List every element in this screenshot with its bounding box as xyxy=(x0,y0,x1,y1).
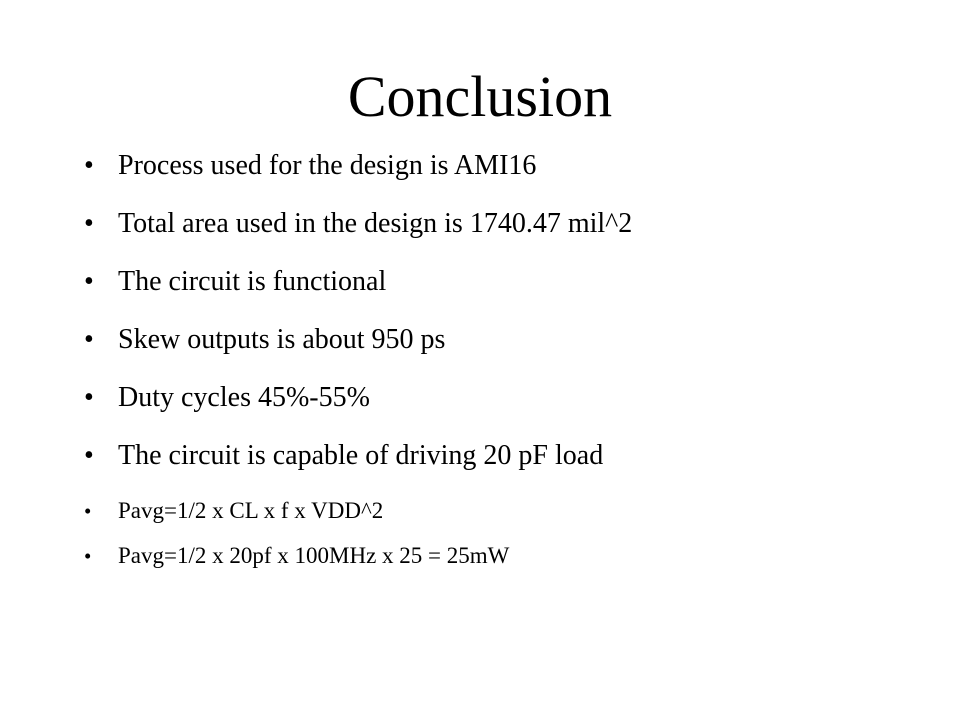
bullet-text: The circuit is functional xyxy=(118,266,387,297)
bullet-text: The circuit is capable of driving 20 pF load xyxy=(118,440,604,471)
bullet-text: Pavg=1/2 x CL x f x VDD^2 xyxy=(118,498,384,523)
bullet-dot: • xyxy=(84,499,92,523)
bullet-item xyxy=(84,438,934,474)
bullet-item xyxy=(84,264,934,300)
bullet-text: Total area used in the design is 1740.47 mil^2 xyxy=(118,208,633,239)
bullet-text: Process used for the design is AMI16 xyxy=(118,150,537,181)
bullet-item xyxy=(84,380,934,416)
bullet-dot: • xyxy=(84,324,94,355)
bullet-dot: • xyxy=(84,440,94,471)
bullet-dot: • xyxy=(84,382,94,413)
bullet-list xyxy=(84,148,934,586)
bullet-item xyxy=(84,541,934,571)
bullet-item xyxy=(84,322,934,358)
slide-title: Conclusion xyxy=(347,64,613,129)
bullet-item xyxy=(84,496,934,526)
bullet-dot: • xyxy=(84,266,94,297)
bullet-dot: • xyxy=(84,150,94,181)
bullet-text: Pavg=1/2 x 20pf x 100MHz x 25 = 25mW xyxy=(118,543,510,568)
bullet-dot: • xyxy=(84,208,94,239)
bullet-text: Duty cycles 45%-55% xyxy=(118,382,370,413)
bullet-item xyxy=(84,148,934,184)
bullet-item xyxy=(84,206,934,242)
bullet-dot: • xyxy=(84,544,92,568)
bullet-text: Skew outputs is about 950 ps xyxy=(118,324,446,355)
